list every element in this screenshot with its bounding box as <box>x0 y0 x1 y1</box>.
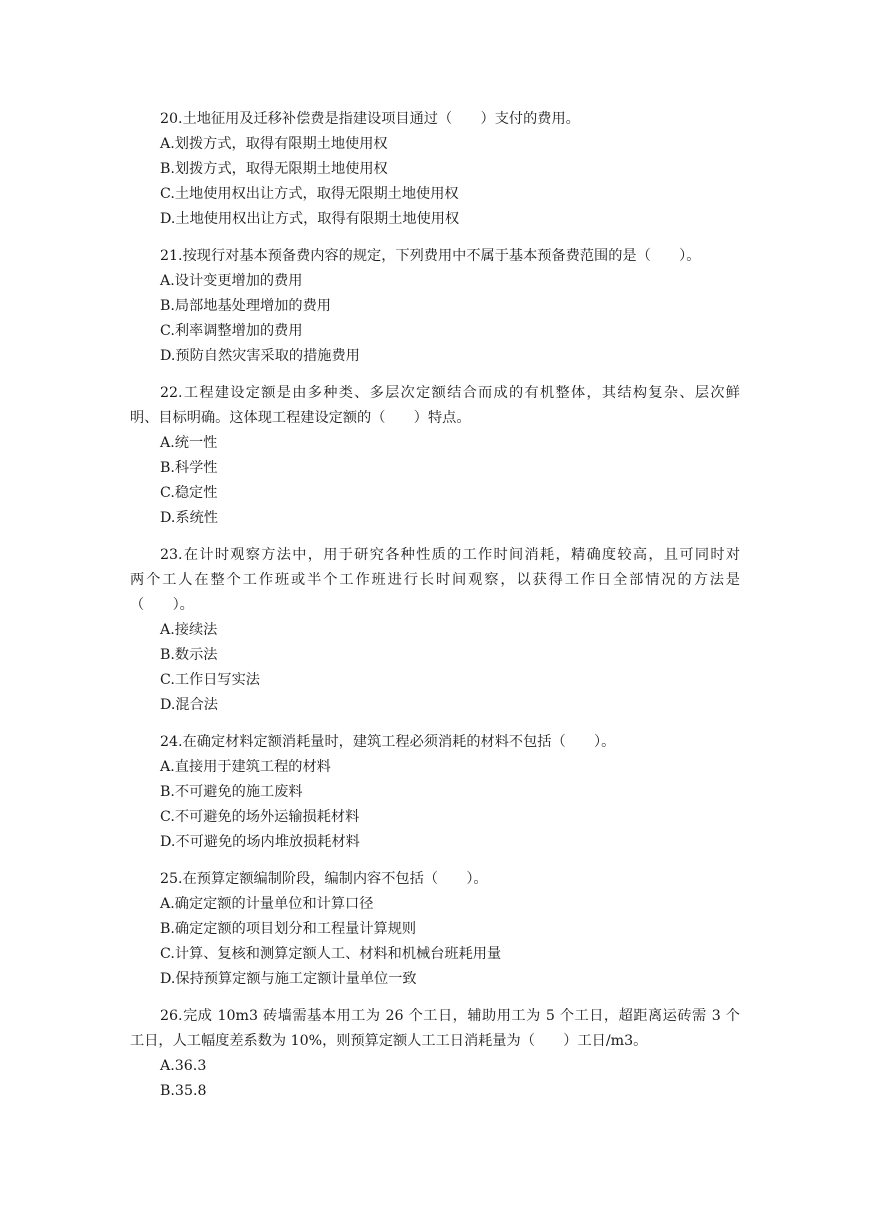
option-b: B.确定定额的项目划分和工程量计算规则 <box>160 921 417 937</box>
question-stem-line: 22.工程建设定额是由多种类、多层次定额结合而成的有机整体，其结构复杂、层次鲜 <box>160 385 740 401</box>
option-c: C.不可避免的场外运输损耗材料 <box>160 809 360 825</box>
option-c: C.计算、复核和测算定额人工、材料和机械台班耗用量 <box>160 946 502 962</box>
option-a: A.直接用于建筑工程的材料 <box>160 759 331 775</box>
option-d: D.预防自然灾害采取的措施费用 <box>160 348 360 364</box>
option-b: B.科学性 <box>160 460 218 476</box>
question-stem-line: 25.在预算定额编制阶段，编制内容不包括（ ）。 <box>160 871 488 887</box>
option-a: A.设计变更增加的费用 <box>160 273 303 289</box>
question-stem-line: 明、目标明确。这体现工程建设定额的（ ）特点。 <box>130 410 471 426</box>
option-c: C.工作日写实法 <box>160 672 260 688</box>
question-stem-line: 工日，人工幅度差系数为 10%，则预算定额人工工日消耗量为（ ）工日/m3。 <box>130 1033 648 1049</box>
option-c: C.利率调整增加的费用 <box>160 323 303 339</box>
option-c: C.稳定性 <box>160 485 218 501</box>
question-stem-line: 两个工人在整个工作班或半个工作班进行长时间观察，以获得工作日全部情况的方法是 <box>130 572 740 588</box>
option-a: A.统一性 <box>160 435 218 451</box>
option-b: B.数示法 <box>160 647 218 663</box>
option-b: B.不可避免的施工废料 <box>160 784 303 800</box>
option-d: D.土地使用权出让方式，取得有限期土地使用权 <box>160 211 460 227</box>
question-stem-line: 20.土地征用及迁移补偿费是指建设项目通过（ ）支付的费用。 <box>160 111 580 127</box>
option-a: A.36.3 <box>160 1058 207 1074</box>
question-stem-line: 21.按现行对基本预备费内容的规定，下列费用中不属于基本预备费范围的是（ ）。 <box>160 248 701 264</box>
option-c: C.土地使用权出让方式，取得无限期土地使用权 <box>160 186 459 202</box>
option-d: D.不可避免的场内堆放损耗材料 <box>160 834 360 850</box>
option-b: B.35.8 <box>160 1083 207 1099</box>
question-stem-line: 26.完成 10m3 砖墙需基本用工为 26 个工日，辅助用工为 5 个工日，超距离运砖需 3 个 <box>160 1008 740 1024</box>
option-b: B.划拨方式，取得无限期土地使用权 <box>160 161 388 177</box>
question-stem-line: 24.在确定材料定额消耗量时，建筑工程必须消耗的材料不包括（ ）。 <box>160 734 616 750</box>
option-d: D.混合法 <box>160 697 218 713</box>
option-a: A.划拨方式，取得有限期土地使用权 <box>160 136 388 152</box>
question-stem-line: （ ）。 <box>130 597 194 613</box>
question-stem-line: 23.在计时观察方法中，用于研究各种性质的工作时间消耗，精确度较高，且可同时对 <box>160 547 740 563</box>
option-a: A.确定定额的计量单位和计算口径 <box>160 896 374 912</box>
option-d: D.保持预算定额与施工定额计量单位一致 <box>160 971 417 987</box>
option-a: A.接续法 <box>160 622 218 638</box>
option-d: D.系统性 <box>160 510 218 526</box>
option-b: B.局部地基处理增加的费用 <box>160 298 331 314</box>
